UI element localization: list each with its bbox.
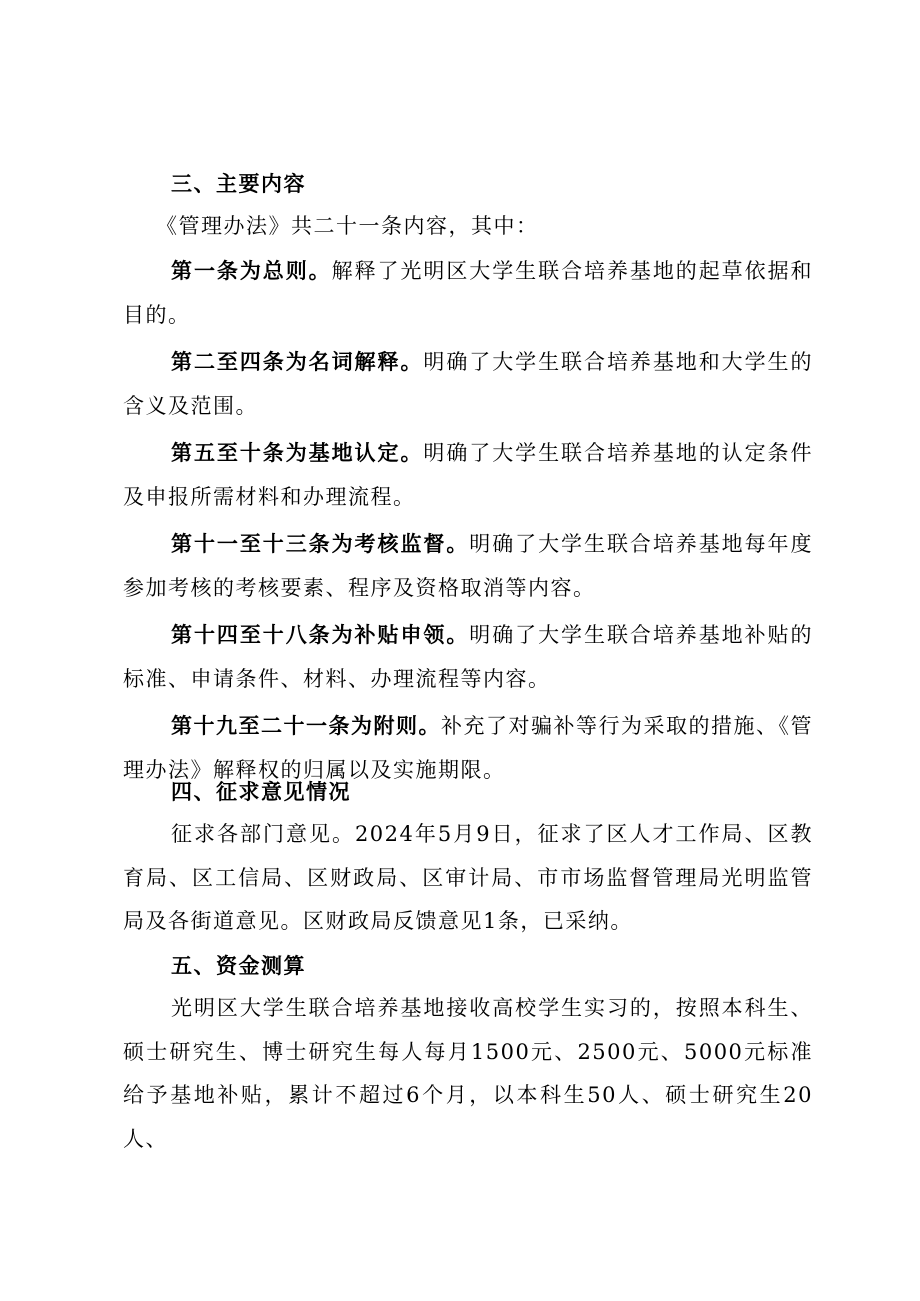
article-body: 解释了光明区大学生联合培养基地的起草依据和目的。 — [123, 259, 814, 327]
article-lead: 第一条为总则。 — [171, 258, 332, 283]
article-body: 明确了大学生联合培养基地的认定条件及申报所需材料和办理流程。 — [123, 441, 814, 509]
intro-text: 《管理办法》共二十一条内容，其中： — [156, 214, 539, 238]
article-lead: 第十四至十八条为补贴申领。 — [171, 622, 470, 647]
article-lead: 第十九至二十一条为附则。 — [171, 713, 441, 738]
article-paragraph — [123, 340, 813, 428]
article-lead: 第五至十条为基地认定。 — [171, 440, 424, 465]
article-body: 补充了对骗补等行为采取的措施、《管理办法》解释权的归属以及实施期限。 — [123, 714, 813, 782]
article-lead: 第十一至十三条为考核监督。 — [171, 531, 470, 556]
funding-paragraph — [123, 987, 813, 1161]
consultation-text: 征求各部门意见。2024年5月9日，征求了区人才工作局、区教育局、区工信局、区财政局、区审计局、市市场监督管理局光明监管局及各街道意见。区财政局反馈意见1条，已采纳。 — [123, 822, 813, 933]
article-body: 明确了大学生联合培养基地补贴的标准、申请条件、材料、办理流程等内容。 — [123, 623, 814, 691]
section-heading-main-content: 三、主要内容 — [171, 171, 306, 196]
article-paragraph — [123, 249, 813, 337]
article-paragraph — [123, 613, 813, 701]
funding-text: 光明区大学生联合培养基地接收高校学生实习的，按照本科生、硕士研究生、博士研究生每人每月1500元、2500元、5000元标准给予基地补贴，累计不超过6个月，以本科生50人、硕士研究生20人、 — [123, 996, 813, 1151]
section-heading-consultation: 四、征求意见情况 — [171, 779, 351, 804]
article-body: 明确了大学生联合培养基地和大学生的含义及范围。 — [123, 350, 814, 418]
article-paragraph — [123, 522, 813, 610]
consultation-paragraph — [123, 813, 813, 944]
article-list — [123, 249, 813, 792]
article-lead: 第二至四条为名词解释。 — [171, 349, 424, 374]
article-body: 明确了大学生联合培养基地每年度参加考核的考核要素、程序及资格取消等内容。 — [123, 532, 814, 600]
section-heading-funding: 五、资金测算 — [171, 953, 306, 978]
article-paragraph — [123, 431, 813, 519]
intro-paragraph — [156, 205, 810, 249]
